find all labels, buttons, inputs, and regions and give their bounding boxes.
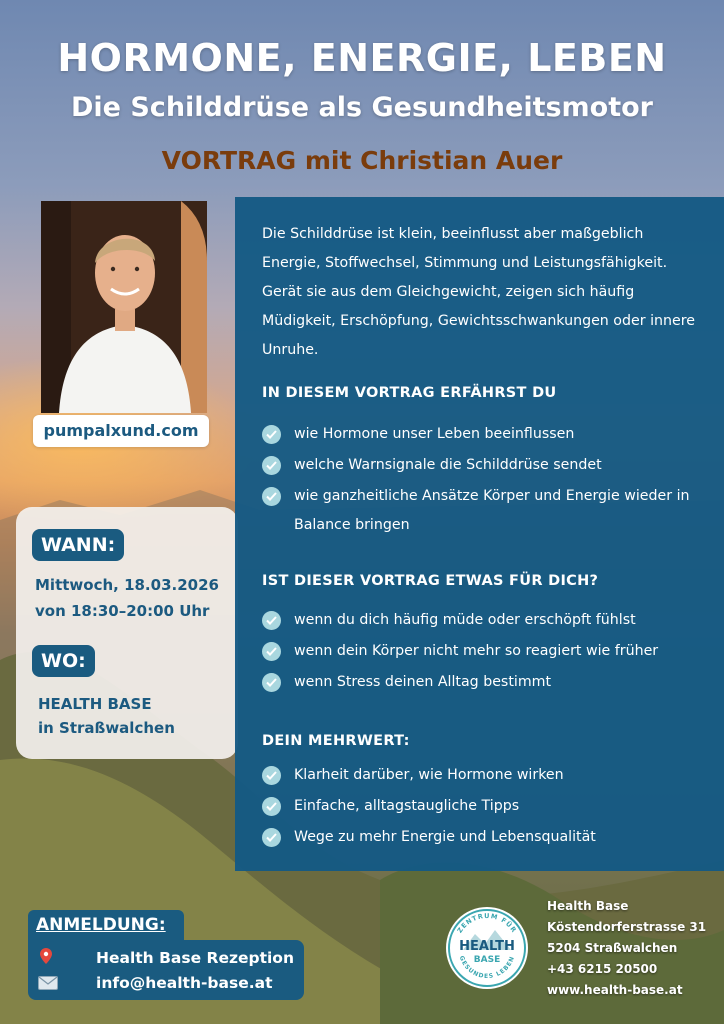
list-item	[262, 792, 712, 821]
logo-bottom-text: GESUNDES LEBEN	[457, 954, 517, 981]
event-date: Mittwoch, 18.03.2026	[35, 576, 219, 594]
value-list	[262, 761, 712, 854]
speaker-line: VORTRAG mit Christian Auer	[161, 146, 563, 175]
venue-name: HEALTH BASE	[38, 695, 152, 713]
health-base-logo	[445, 906, 529, 990]
list-item	[262, 451, 712, 480]
footer-web-link[interactable]: www.health-base.at	[547, 983, 683, 997]
contact-email-link[interactable]: info@health-base.at	[96, 974, 273, 992]
list-item-text: wenn du dich häufig müde oder erschöpft fühlst	[294, 612, 636, 628]
list-item	[262, 668, 712, 697]
list-item	[262, 637, 712, 666]
check-icon	[262, 673, 281, 692]
list-item-text: Klarheit darüber, wie Hormone wirken	[294, 767, 564, 783]
contact-name: Health Base Rezeption	[96, 949, 294, 967]
where-label: WO:	[32, 645, 95, 677]
section-heading-for-you: IST DIESER VORTRAG ETWAS FÜR DICH?	[262, 573, 599, 589]
list-item-text: wie ganzheitliche Ansätze Körper und Energie wieder in Balance bringen	[294, 488, 690, 533]
footer-street: Köstendorferstrasse 31	[547, 920, 707, 934]
list-item-text: wenn dein Körper nicht mehr so reagiert wie früher	[294, 643, 659, 659]
check-icon	[262, 425, 281, 444]
subtitle: Die Schilddrüse als Gesundheitsmotor	[70, 92, 654, 123]
event-time: von 18:30–20:00 Uhr	[35, 602, 210, 620]
list-item	[262, 482, 712, 540]
footer-phone[interactable]: +43 6215 20500	[547, 962, 658, 976]
footer-address	[547, 896, 706, 1001]
for-you-list	[262, 606, 712, 699]
check-icon	[262, 828, 281, 847]
main-title: HORMONE, ENERGIE, LEBEN	[57, 36, 667, 80]
content-panel	[235, 197, 724, 871]
speaker-website-badge[interactable]: pumpalxund.com	[33, 415, 209, 447]
list-item	[262, 606, 712, 635]
check-icon	[262, 456, 281, 475]
event-info-card	[16, 507, 238, 759]
logo-word-health: HEALTH	[459, 939, 515, 954]
check-icon	[262, 766, 281, 785]
when-label: WANN:	[32, 529, 124, 561]
registration-label: ANMELDUNG:	[28, 910, 184, 940]
list-item-text: welche Warnsignale die Schilddrüse sendet	[294, 457, 602, 473]
venue-location: in Straßwalchen	[38, 719, 175, 737]
list-item	[262, 823, 712, 852]
learn-list	[262, 420, 712, 542]
footer-name: Health Base	[547, 899, 629, 913]
list-item-text: wenn Stress deinen Alltag bestimmt	[294, 674, 552, 690]
check-icon	[262, 642, 281, 661]
logo-word-base: BASE	[473, 955, 501, 965]
section-heading-value: DEIN MEHRWERT:	[262, 733, 410, 749]
list-item-text: Wege zu mehr Energie und Lebensqualität	[294, 829, 596, 845]
envelope-icon	[38, 976, 58, 990]
location-pin-icon	[40, 948, 52, 964]
check-icon	[262, 487, 281, 506]
list-item-text: wie Hormone unser Leben beeinflussen	[294, 426, 575, 442]
registration-contact-box	[28, 940, 304, 1000]
speaker-photo	[41, 201, 207, 413]
list-item-text: Einfache, alltagstaugliche Tipps	[294, 798, 520, 814]
list-item	[262, 761, 712, 790]
footer-city: 5204 Straßwalchen	[547, 941, 678, 955]
logo-top-text: ZENTRUM FÜR	[455, 911, 519, 935]
check-icon	[262, 797, 281, 816]
section-heading-learn: IN DIESEM VORTRAG ERFÄHRST DU	[262, 385, 557, 401]
list-item	[262, 420, 712, 449]
intro-text: Die Schilddrüse ist klein, beeinflusst aber maßgeblich Energie, Stoffwechsel, Stimmung und Leistungsfähigkeit. Gerät sie aus dem Gleichgewicht, zeigen sich häufig Müdigkeit, Erschöpfung, Gewichtsschwankungen oder innere Unruhe.	[262, 226, 695, 358]
check-icon	[262, 611, 281, 630]
